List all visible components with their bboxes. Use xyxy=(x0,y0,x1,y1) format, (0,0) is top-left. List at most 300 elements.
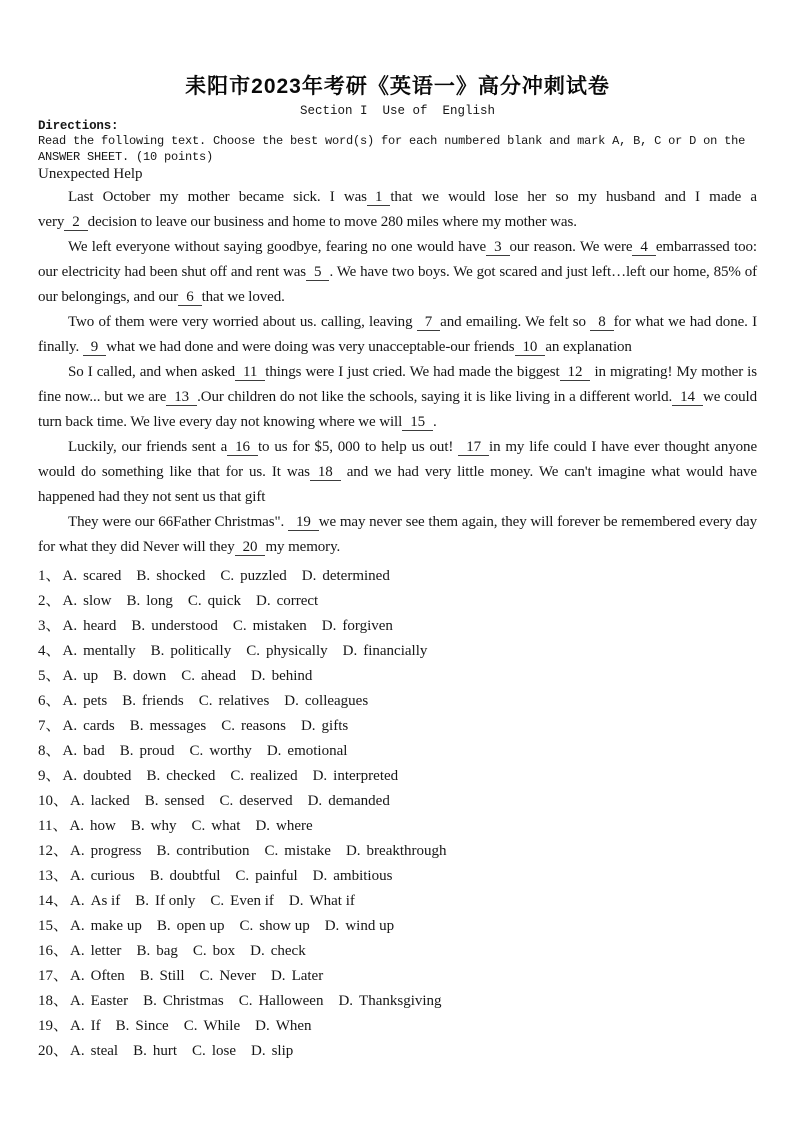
option-a xyxy=(70,968,125,984)
directions-text: Read the following text. Choose the best word(s) for each numbered blank and mark A, B, C or D on the ANSWER SHEET. (10 points) xyxy=(38,134,746,164)
option-letter: C. xyxy=(187,593,202,609)
option-letter: C. xyxy=(230,768,245,784)
option-a xyxy=(63,768,132,784)
option-text: sensed xyxy=(164,793,205,809)
option-text: bag xyxy=(156,943,178,959)
option-text: mistake xyxy=(284,843,331,859)
option-c xyxy=(210,893,274,909)
option-letter: A. xyxy=(70,868,85,884)
cloze-blank-9: 9 xyxy=(83,339,106,356)
question-number: 20、 xyxy=(38,1043,69,1059)
option-a xyxy=(63,743,105,759)
option-text: interpreted xyxy=(333,768,399,784)
option-b xyxy=(116,1018,169,1034)
cloze-blank-13: 13 xyxy=(166,389,197,406)
option-letter: A. xyxy=(70,918,85,934)
option-c xyxy=(235,868,297,884)
option-a xyxy=(63,668,99,684)
option-letter: A. xyxy=(70,893,85,909)
option-letter: B. xyxy=(129,718,144,734)
option-c xyxy=(220,793,293,809)
question-number: 13、 xyxy=(38,868,69,884)
option-text: mentally xyxy=(83,643,136,659)
option-text: slip xyxy=(271,1043,294,1059)
option-letter: B. xyxy=(122,693,137,709)
option-d xyxy=(302,568,390,584)
option-d xyxy=(313,768,399,784)
option-text: why xyxy=(150,818,177,834)
option-a xyxy=(63,693,108,709)
option-letter: B. xyxy=(156,918,171,934)
option-a xyxy=(63,718,115,734)
option-b xyxy=(133,1043,177,1059)
cloze-blank-4: 4 xyxy=(632,239,655,256)
option-letter: B. xyxy=(119,743,134,759)
option-text: how xyxy=(90,818,116,834)
option-a xyxy=(70,1018,101,1034)
question-row-20 xyxy=(38,1039,757,1064)
question-row-18 xyxy=(38,989,757,1014)
cloze-blank-11: 11 xyxy=(235,364,265,381)
option-text: politically xyxy=(170,643,232,659)
option-letter: D. xyxy=(250,943,265,959)
option-text: understood xyxy=(151,618,218,634)
option-text: Thanksgiving xyxy=(359,993,442,1009)
option-letter: C. xyxy=(219,793,234,809)
cloze-blank-18: 18 xyxy=(310,464,341,481)
option-letter: B. xyxy=(115,1018,130,1034)
option-text: doubtful xyxy=(169,868,221,884)
cloze-blank-12: 12 xyxy=(560,364,591,381)
option-letter: C. xyxy=(239,918,254,934)
question-number: 4、 xyxy=(38,643,61,659)
option-letter: B. xyxy=(156,843,171,859)
option-letter: B. xyxy=(146,768,161,784)
option-text: physically xyxy=(265,643,328,659)
question-row-7 xyxy=(38,714,757,739)
option-text: As if xyxy=(90,893,121,909)
option-letter: A. xyxy=(70,993,85,1009)
option-c xyxy=(190,743,252,759)
option-d xyxy=(343,643,428,659)
passage-paragraph: We left everyone without saying goodbye, fearing no one would have 3 our reason. We were 4 embarrassed too: our electricity had been shut off and rent was 5 . We have two boys. We got scared and just left…left our home, 85% of our belongings, and our 6 that we loved. xyxy=(38,239,758,305)
option-letter: C. xyxy=(183,1018,198,1034)
question-row-9 xyxy=(38,764,757,789)
cloze-blank-14: 14 xyxy=(672,389,703,406)
option-c xyxy=(246,643,327,659)
option-a xyxy=(63,568,122,584)
option-letter: C. xyxy=(264,843,279,859)
question-row-2 xyxy=(38,589,757,614)
option-letter: B. xyxy=(144,793,159,809)
question-row-3 xyxy=(38,614,757,639)
option-letter: D. xyxy=(250,668,266,684)
cloze-blank-8: 8 xyxy=(590,314,613,331)
option-letter: B. xyxy=(136,943,151,959)
option-text: What if xyxy=(309,893,355,909)
option-a xyxy=(70,918,142,934)
option-text: breakthrough xyxy=(366,843,447,859)
option-text: emotional xyxy=(287,743,348,759)
option-letter: C. xyxy=(198,693,213,709)
passage-paragraph: So I called, and when asked 11 things were I just cried. We had made the biggest 12 in migrating! My mother is fine now... but we are 13 .Our children do not like the schools, saying it is like living in a different world. 14 we could turn back time. We live every day not knowing where we will 15 . xyxy=(38,364,757,430)
option-text: friends xyxy=(142,693,184,709)
passage-paragraph: They were our 66Father Christmas". 19 we may never see them again, they will forever be remembered every day for what they did Never will they 20 my memory. xyxy=(38,514,757,555)
option-a xyxy=(70,893,120,909)
option-letter: C. xyxy=(192,1043,206,1059)
option-c xyxy=(181,668,236,684)
option-text: reasons xyxy=(240,718,286,734)
question-number: 14、 xyxy=(38,893,69,909)
option-text: shocked xyxy=(156,568,206,584)
question-row-16 xyxy=(38,939,757,964)
option-letter: C. xyxy=(199,968,214,984)
option-b xyxy=(143,993,224,1009)
directions-label: Directions: xyxy=(38,119,119,133)
option-b xyxy=(150,868,221,884)
question-number: 5、 xyxy=(38,668,61,684)
option-letter: C. xyxy=(220,568,235,584)
option-letter: B. xyxy=(135,893,149,909)
option-letter: C. xyxy=(189,743,204,759)
option-b xyxy=(122,693,183,709)
option-letter: D. xyxy=(255,818,271,834)
option-text: Since xyxy=(135,1018,169,1034)
option-d xyxy=(255,818,312,834)
option-a xyxy=(70,868,135,884)
cloze-blank-7: 7 xyxy=(417,314,440,331)
passage-paragraph: Luckily, our friends sent a 16 to us for $5, 000 to help us out! 17 in my life could I have ever thought anyone would do something like that for us. It was 18 and we had very little money. We can't imagine what would have happened had they not sent us that gift xyxy=(38,439,758,505)
option-letter: A. xyxy=(62,768,78,784)
question-number: 12、 xyxy=(38,843,69,859)
option-letter: B. xyxy=(126,593,141,609)
option-letter: D. xyxy=(321,618,337,634)
question-number: 15、 xyxy=(38,918,69,934)
option-text: ahead xyxy=(200,668,236,684)
option-b xyxy=(120,743,175,759)
option-text: show up xyxy=(259,918,310,934)
passage-paragraph: Two of them were very worried about us. calling, leaving 7 and emailing. We felt so 8 for what we had done. I finally. 9 what we had done and were doing was very unacceptable-our friends 10 an explanation xyxy=(38,314,758,355)
option-text: Even if xyxy=(230,893,274,909)
option-text: slow xyxy=(83,593,112,609)
option-letter: B. xyxy=(149,868,164,884)
option-letter: C. xyxy=(192,943,207,959)
option-b xyxy=(126,593,172,609)
option-text: If only xyxy=(154,893,196,909)
option-letter: A. xyxy=(70,843,85,859)
option-letter: B. xyxy=(113,668,127,684)
passage-paragraph: Last October my mother became sick. I was 1 that we would lose her so my husband and I made a very 2 decision to leave our business and home to move 280 miles where my mother was. xyxy=(38,189,757,230)
option-b xyxy=(156,843,249,859)
option-c xyxy=(188,593,241,609)
cloze-blank-3: 3 xyxy=(486,239,509,256)
option-letter: A. xyxy=(62,668,78,684)
question-number: 10、 xyxy=(38,793,69,809)
option-letter: A. xyxy=(62,618,78,634)
question-row-13 xyxy=(38,864,757,889)
option-letter: C. xyxy=(181,668,195,684)
option-letter: B. xyxy=(131,618,146,634)
option-a xyxy=(63,593,112,609)
question-row-5 xyxy=(38,664,757,689)
option-letter: D. xyxy=(284,693,299,709)
option-letter: B. xyxy=(150,643,165,659)
cloze-blank-19: 19 xyxy=(288,514,319,531)
cloze-blank-17: 17 xyxy=(458,439,489,456)
option-c xyxy=(240,918,310,934)
option-d xyxy=(256,593,318,609)
option-text: curious xyxy=(90,868,135,884)
option-text: lacked xyxy=(90,793,130,809)
question-row-8 xyxy=(38,739,757,764)
option-letter: A. xyxy=(62,593,78,609)
option-text: While xyxy=(203,1018,241,1034)
option-d xyxy=(338,993,441,1009)
cloze-blank-15: 15 xyxy=(402,414,433,431)
option-text: Never xyxy=(219,968,256,984)
option-letter: D. xyxy=(266,743,282,759)
option-b xyxy=(140,968,185,984)
option-letter: A. xyxy=(62,693,78,709)
option-a xyxy=(69,818,115,834)
option-text: hurt xyxy=(152,1043,178,1059)
option-text: scared xyxy=(83,568,122,584)
question-number: 8、 xyxy=(38,743,61,759)
option-a xyxy=(70,943,121,959)
cloze-blank-20: 20 xyxy=(235,539,266,556)
question-list xyxy=(38,564,757,1064)
option-d xyxy=(250,943,306,959)
cloze-blank-16: 16 xyxy=(227,439,258,456)
option-text: Christmas xyxy=(162,993,224,1009)
option-letter: B. xyxy=(143,993,157,1009)
option-letter: B. xyxy=(133,1043,147,1059)
option-d xyxy=(322,618,393,634)
option-c xyxy=(239,993,324,1009)
option-letter: D. xyxy=(338,993,354,1009)
option-c xyxy=(200,968,256,984)
option-text: long xyxy=(146,593,173,609)
option-letter: C. xyxy=(238,993,253,1009)
question-number: 11、 xyxy=(38,818,68,834)
option-a xyxy=(70,843,141,859)
option-letter: A. xyxy=(62,643,78,659)
option-text: mistaken xyxy=(252,618,307,634)
option-b xyxy=(146,768,215,784)
option-text: Still xyxy=(159,968,185,984)
cloze-blank-1: 1 xyxy=(367,189,390,206)
option-text: colleagues xyxy=(304,693,369,709)
option-text: progress xyxy=(90,843,142,859)
option-d xyxy=(251,668,312,684)
option-letter: B. xyxy=(139,968,154,984)
option-text: bad xyxy=(83,743,105,759)
option-a xyxy=(70,993,128,1009)
option-text: make up xyxy=(90,918,142,934)
option-a xyxy=(63,643,136,659)
option-d xyxy=(325,918,394,934)
option-letter: D. xyxy=(255,1018,270,1034)
question-row-14 xyxy=(38,889,757,914)
option-text: lose xyxy=(211,1043,236,1059)
option-letter: A. xyxy=(70,793,85,809)
option-letter: D. xyxy=(250,1043,266,1059)
option-b xyxy=(145,793,205,809)
cloze-blank-6: 6 xyxy=(178,289,201,306)
option-c xyxy=(184,1018,240,1034)
option-text: up xyxy=(83,668,99,684)
option-text: Later xyxy=(291,968,324,984)
option-b xyxy=(131,818,177,834)
option-letter: A. xyxy=(70,943,85,959)
option-text: relatives xyxy=(218,693,270,709)
cloze-blank-5: 5 xyxy=(306,264,329,281)
option-b xyxy=(113,668,166,684)
option-c xyxy=(220,568,286,584)
question-row-17 xyxy=(38,964,757,989)
option-b xyxy=(131,618,217,634)
option-c xyxy=(230,768,297,784)
option-text: what xyxy=(211,818,241,834)
option-text: pets xyxy=(83,693,108,709)
option-d xyxy=(308,793,390,809)
option-text: heard xyxy=(83,618,117,634)
option-letter: D. xyxy=(255,593,271,609)
question-row-11 xyxy=(38,814,757,839)
option-letter: D. xyxy=(270,968,286,984)
option-letter: D. xyxy=(300,718,316,734)
option-letter: D. xyxy=(342,643,358,659)
option-b xyxy=(136,943,177,959)
option-text: where xyxy=(276,818,313,834)
question-number: 6、 xyxy=(38,693,61,709)
option-letter: A. xyxy=(62,743,78,759)
passage-title: Unexpected Help xyxy=(38,166,143,182)
option-d xyxy=(271,968,323,984)
option-text: worthy xyxy=(209,743,252,759)
question-number: 9、 xyxy=(38,768,61,784)
option-letter: C. xyxy=(246,643,260,659)
option-text: demanded xyxy=(328,793,390,809)
option-letter: C. xyxy=(221,718,235,734)
option-text: deserved xyxy=(239,793,293,809)
option-text: open up xyxy=(176,918,225,934)
option-letter: D. xyxy=(345,843,361,859)
option-text: box xyxy=(212,943,236,959)
question-row-12 xyxy=(38,839,757,864)
question-number: 17、 xyxy=(38,968,69,984)
option-letter: A. xyxy=(70,968,85,984)
option-text: doubted xyxy=(83,768,132,784)
option-b xyxy=(136,568,205,584)
question-number: 1、 xyxy=(38,568,61,584)
option-letter: A. xyxy=(62,718,78,734)
option-d xyxy=(267,743,348,759)
question-row-15 xyxy=(38,914,757,939)
question-number: 3、 xyxy=(38,618,61,634)
cloze-blank-2: 2 xyxy=(64,214,87,231)
option-text: gifts xyxy=(321,718,349,734)
option-letter: C. xyxy=(232,618,247,634)
option-letter: B. xyxy=(136,568,151,584)
option-text: When xyxy=(275,1018,312,1034)
option-text: financially xyxy=(363,643,428,659)
option-text: check xyxy=(270,943,306,959)
option-d xyxy=(255,1018,311,1034)
option-c xyxy=(233,618,307,634)
option-text: proud xyxy=(139,743,175,759)
option-letter: D. xyxy=(307,793,323,809)
cloze-passage xyxy=(38,185,757,560)
option-text: wind up xyxy=(345,918,395,934)
question-number: 19、 xyxy=(38,1018,69,1034)
option-a xyxy=(70,793,130,809)
section-heading: Section I Use of English xyxy=(299,104,496,118)
option-c xyxy=(265,843,331,859)
option-text: contribution xyxy=(176,843,250,859)
page-title: 耒阳市2023年考研《英语一》高分冲刺试卷 xyxy=(185,75,610,98)
option-a xyxy=(63,618,117,634)
option-b xyxy=(135,893,195,909)
question-number: 18、 xyxy=(38,993,69,1009)
question-number: 7、 xyxy=(38,718,61,734)
option-text: forgiven xyxy=(342,618,393,634)
option-text: painful xyxy=(255,868,298,884)
question-number: 2、 xyxy=(38,593,61,609)
option-text: determined xyxy=(322,568,390,584)
option-d xyxy=(251,1043,293,1059)
option-d xyxy=(284,693,368,709)
option-letter: D. xyxy=(312,868,328,884)
option-a xyxy=(70,1043,118,1059)
option-c xyxy=(199,693,270,709)
option-text: ambitious xyxy=(333,868,393,884)
option-text: messages xyxy=(149,718,207,734)
option-text: correct xyxy=(276,593,319,609)
option-d xyxy=(313,868,393,884)
option-b xyxy=(130,718,206,734)
cloze-blank-10: 10 xyxy=(515,339,546,356)
option-d xyxy=(301,718,348,734)
option-letter: A. xyxy=(69,818,85,834)
option-text: Halloween xyxy=(258,993,324,1009)
option-text: steal xyxy=(90,1043,119,1059)
option-text: If xyxy=(90,1018,101,1034)
option-letter: D. xyxy=(324,918,340,934)
option-letter: A. xyxy=(62,568,78,584)
option-d xyxy=(346,843,447,859)
option-text: letter xyxy=(90,943,122,959)
option-letter: C. xyxy=(191,818,206,834)
option-letter: C. xyxy=(235,868,250,884)
option-b xyxy=(157,918,225,934)
option-c xyxy=(193,943,235,959)
question-row-19 xyxy=(38,1014,757,1039)
question-row-4 xyxy=(38,639,757,664)
option-text: realized xyxy=(250,768,298,784)
question-row-10 xyxy=(38,789,757,814)
option-text: puzzled xyxy=(240,568,287,584)
option-letter: B. xyxy=(130,818,145,834)
option-text: Often xyxy=(90,968,125,984)
option-letter: C. xyxy=(210,893,225,909)
question-row-6 xyxy=(38,689,757,714)
option-c xyxy=(192,1043,236,1059)
option-c xyxy=(192,818,241,834)
option-letter: D. xyxy=(312,768,328,784)
option-letter: A. xyxy=(70,1018,85,1034)
question-row-1 xyxy=(38,564,757,589)
